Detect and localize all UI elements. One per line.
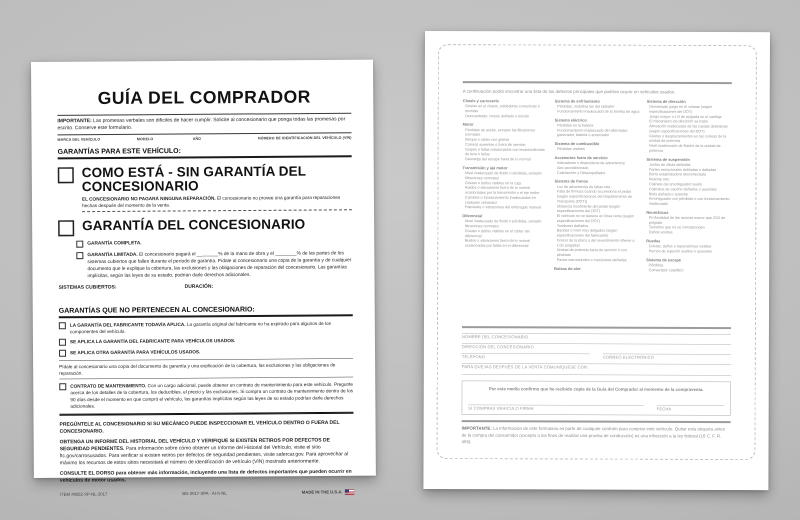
other-used-warranty-label: SE APLICA OTRA GARANTÍA PARA VEHÍCULOS USADOS. [70,348,201,356]
defect-item: Unidad de potencia fuera de servicio o con pérdidas [556,247,627,258]
defect-item: Tambores dañados [556,223,589,228]
phone-field [462,353,590,359]
defect-item: Amortiguador con pérdidas o con funcionamiento inadecuado [648,196,730,206]
defect-item: Cojinete del amortiguador suelto [648,181,703,187]
inspection-advisory: PREGÚNTELE AL CONCESIONARIO SI SU MECÁNICO PUEDE INSPECCIONAR EL VEHÍCULO DENTRO O FUERA DEL CONCESIONARIO. [59,419,340,435]
defect-item: Demasiado juego en el volante (según especificaciones del DOT) [649,104,713,114]
defect-item: Nivel inadecuado de fluidos de la unidad de potencia [649,143,721,153]
systems-covered-label: SISTEMAS CUBIERTOS: [58,284,117,291]
defect-item: Grietas o daños visibles en el cárter del diferencial [464,228,530,238]
defect-column-2 [554,99,640,327]
duration-label: DURACIÓN: [184,283,214,290]
defect-item: Convertidor catalítico [648,267,684,273]
defect-item: Profundidad de las ranuras menor que 2/32 de pulgada [648,215,726,225]
defect-item: Nivel inadecuado de fluido o pérdidas, excepto filtraciones normales [464,170,542,181]
date-label: FECHA [656,407,672,412]
dealer-address-label: DIRECCIÓN DEL CONCESIONARIO [461,344,534,350]
defect-category [554,155,639,175]
field-label-make: MARCA DEL VEHÍCULO [57,137,101,142]
back-important-text: La información de este formulario es parte de cualquier contrato para comprar este vehículo. Quitar esta etiqueta antes de la compra del consumidor (excepto a los fines de realizar una prueba de conducción) es una infracción a la ley federal (16 C. F. R. 455). [461,425,726,445]
defect-item: Calefacción y Desempañador [556,170,606,175]
defect-item: Cambios o funcionamiento inadecuados en cualquier velocidad [464,195,536,205]
defect-item: Juntas de rótula dañadas [649,162,691,167]
divider [58,155,352,159]
defect-category-heading: Neumáticos [646,210,669,215]
defect-category [555,99,640,114]
defect-category-heading: Motor [462,122,474,127]
defect-category-heading: Sistema de combustible [554,141,600,147]
back-important-label: IMPORTANTE: [461,425,492,431]
warranties-heading: GARANTÍAS PARA ESTE VEHÍCULO: [57,146,181,156]
divider [59,314,353,318]
phone-email-row [462,353,731,360]
as-is-description-bold: EL CONCESIONARIO NO PAGARÁ NINGUNA REPARACIÓN. [81,195,216,202]
defect-item: Pérdidas visibles [557,146,585,152]
footer-item-number: ITEM #9252-SP-NL-2017 [59,491,108,497]
defect-category [462,166,547,210]
defect-category [646,258,731,273]
as-is-description-text: El concesionario no provee una garantía para reparaciones hechas después del momento de la venta. [81,194,341,209]
defect-category-heading: Sistema de suspensión [646,157,690,162]
back-page-content [462,81,732,446]
defect-category [463,99,548,119]
dealer-address-field [462,343,731,350]
important-text: Las promesas verbales son difíciles de hacer cumplir. Solicite al concesionario que ponga todas las promesas por escrito. Conserve este formulario. [57,116,346,131]
back-important-note [462,425,731,446]
vehicle-fields-row [58,135,352,142]
defect-category [647,99,732,153]
defect-item: Nivel inadecuado de fluido o pérdidas, excepto filtraciones normales [464,218,542,229]
service-contract-text: Con un cargo adicional, puede obtener un contrato de mantenimiento para este vehículo. Pregunte acerca de los detalles de la cobertura, los deducibles, el precio y las exclusiones. Si compra un contrato de mantenimiento dentro de los 90 días desde el momento en que compró el vehículo, las garantías implícitas según las leyes de su estado podrían darle derechos adicionales. [70,381,354,409]
defect-item: Pérdidas de aceite, excepto las filtraciones normales [465,127,536,137]
defect-item: Bloque o cárter con grietas [465,137,510,142]
as-is-description [82,194,352,209]
footer-made-in-usa: MADE IN THE U.S.A. [302,489,354,495]
as-is-checkbox [58,167,74,183]
defect-category [554,179,639,262]
defect-item: Funcionamiento inadecuado de la bomba de agua [557,108,640,114]
defect-item: Distancia insuficiente del pedal (según especificaciones del DOT) [556,203,620,214]
signature-field [468,405,644,412]
defect-category-heading: Chasis y carrocería [462,98,499,104]
phone-label: TELÉFONO [461,354,486,360]
limited-warranty-row [76,250,352,280]
defect-category [646,239,731,254]
defect-item: Cojinetes de caucho dañados o ausentes [648,186,717,192]
defect-category-heading: Ruedas [646,238,661,244]
defect-item: Descuadrado: chasis doblado o torcido [465,113,530,119]
defect-item: Funcionamiento inadecuado del alternador, generador, batería o arrancador [557,127,629,138]
defect-category-heading: Sistema de enfriamiento [554,98,600,104]
defect-item: Biela dañada o ausente [648,191,688,197]
non-dealer-warranties-heading: GARANTÍAS QUE NO PERTENECEN AL CONCESIONARIO: [58,304,255,315]
defect-item: Grietas o daños visibles en la caja [464,180,522,186]
defect-item: Ruidos o vibraciones fuera de lo normal ocasionados por la transmisión o el eje motor [464,185,540,195]
limited-warranty-label: GARANTÍA LIMITADA. [87,251,138,258]
defect-column-3 [646,99,732,327]
acknowledgment-box [462,381,731,416]
defect-item: Ruidos o vibraciones fuera de lo normal ocasionados por fallas en el diferencial [464,238,530,248]
defect-category [646,210,731,235]
defect-item: Golpes o fallas relacionados con levantaválvulas de leva o fallas [465,146,545,157]
defect-item: Grietas, daños o reparaciones visibles [648,243,712,249]
defect-item: Juego mayor a 1/4 de pulgada en el varillaje [649,114,722,119]
defect-item: Luz de advertencia de fallas rota [556,184,611,189]
as-is-option [58,164,352,213]
important-label: IMPORTANTE: [57,118,92,124]
blank-write-in-area [59,288,353,305]
defect-item: Alineación inadecuada de las ruedas delanteras (según especificaciones del DOT) [649,123,728,134]
defect-item: Resorte roto [648,176,670,182]
defect-item: Bandas o rotor muy delgados (según especificaciones del fabricante) [556,228,618,238]
footer-form-code: BG-2017-XPA - AI-S-NL [182,490,227,496]
signature-label: SI COMPRAS VEHICULO FIRMA [468,406,534,412]
service-contract-label: CONTRATO DE MANTENIMIENTO. [70,382,147,389]
us-flag-icon [345,489,354,495]
dealer-name-field [462,333,731,340]
dealer-warranty-checkbox [58,220,74,236]
front-page-content [31,60,376,497]
defect-item: Barra estabilizadora desconectada [648,172,706,177]
defect-category-heading: Bolsas de aire [554,266,581,271]
manufacturer-warranty-text: La garantía original del fabricante no ha expirado para algunos de los componentes del vehículo. [69,320,331,335]
defect-category-heading: Diferencial [462,213,483,219]
email-field [603,354,731,360]
limited-warranty-checkbox [76,252,83,259]
manufacturer-used-warranty-checkbox [59,339,66,346]
page-title: GUÍA DEL COMPRADOR [97,87,311,109]
defect-item: Partes estructurales dobladas o dañadas [649,167,717,172]
defect-item: Correas ausentes o fuera de servicio [465,142,526,147]
history-advisory-text: Para información sobre cómo obtener un Informe del Historial del Vehículo, visite el sitio ftc.gov/carrosusados. Para verificar si existen retiros por defectos de seguridad pendientes, visite safercar.gov. Para aprovechar al máximo los recursos de estos sitios necesitará el número de identificación de vehículo (VIN) mostrado anteriormente. [59,444,349,466]
complaints-contact-field [462,363,731,370]
defect-category-heading: Sistema de dirección [646,99,686,104]
manufacturer-used-warranty-label: SE APLICA LA GARANTÍA DEL FABRICANTE PARA VEHÍCULOS USADOS. [69,337,236,345]
manufacturer-warranty-row [59,320,353,335]
full-warranty-label: GARANTÍA COMPLETA. [87,240,142,247]
field-label-vin: NÚMERO DE IDENTIFICACIÓN DEL VEHÍCULO (VIN) [258,135,352,141]
manufacturer-used-warranty-row [59,336,353,346]
defect-item: Pernos de sujeción sueltos o ausentes [648,248,713,254]
dealer-name-label: NOMBRE DEL CONCESIONARIO [461,334,529,340]
warranty-document-note: Pídale al concesionario una copia del documento de garantía y una explicación de la cobertura, las exclusiones y las obligaciones de reparación. [59,358,353,379]
defect-category [554,266,639,271]
other-used-warranty-row [59,347,353,357]
other-used-warranty-checkbox [59,350,66,357]
defect-item: Aire acondicionado [557,165,589,171]
defect-category [555,141,640,151]
defect-item: Daños visibles [648,229,673,235]
acknowledgment-text: Por este medio confirmo que he recibido copia de la Guía del Comprador al momento de la compraventa. [488,386,704,393]
signature-row [468,405,724,412]
as-is-title: COMO ESTÁ - SIN GARANTÍA DEL CONCESIONARIO [81,163,306,195]
dealer-warranty-title: GARANTÍA DEL CONCESIONARIO [82,216,306,234]
dealer-info-fields [462,333,731,380]
buyers-guide-front-page [31,60,376,497]
defect-item: Tamaños que no se corresponden [648,225,705,230]
important-note [57,116,351,132]
as-is-body [82,164,352,212]
defect-category [462,214,547,249]
defect-item: Grietas o desplazamientos en las correas de la unidad de potencia [649,133,727,144]
manufacturer-warranty-checkbox [59,322,66,329]
defect-item: Patinadas o vibraciones del embrague manual [464,204,541,210]
dashed-divider [82,209,352,212]
date-field [657,406,725,412]
full-warranty-row [76,238,352,247]
defect-category [555,118,640,138]
defect-item: Descarga del escape fuera de lo normal [465,156,531,162]
defect-item: Falta de firmeza cuando se presiona el pedal (según especificaciones del Departamento de Transporte (DOT)) [556,189,632,204]
defect-item: Grosor de la placa o del revestimiento inferior a 1/32 pulgadas [556,237,635,248]
full-warranty-checkbox [76,241,83,248]
dealer-warranty-option [58,217,352,237]
divider [462,326,731,329]
front-footer [60,489,354,497]
email-label: CORREO ELECTRÓNICO [602,355,655,361]
defect-item: El mecanismo de dirección se traba [649,118,708,124]
defect-item: Partes estructurales o mecánicas dañadas [556,257,627,263]
defect-category-heading: Sistema eléctrico [554,117,587,123]
defect-category-heading: Transmisión y eje motor [462,165,508,171]
defect-item: Pérdidas en la batería [557,122,594,128]
double-divider [59,412,353,416]
buyers-guide-back-page [423,31,770,490]
defect-item: Indicadores o dispositivos de advertencia [557,160,625,166]
complaints-contact-label: PARA QUEJAS DESPUÉS DE LA VENTA COMUNÍQUESE CON: [461,364,589,370]
defect-category [463,122,548,162]
service-contract-row [59,381,353,409]
see-back-advisory: CONSULTE EL DORSO para obtener más información, incluyendo una lista de defectos importantes que pueden ocurrir en vehículos de motor usados. [59,468,352,484]
defect-column-1 [462,99,548,327]
defect-item: Pérdidas [648,262,664,268]
defect-item: El vehículo no se detiene en línea recta (según especificaciones del DOT) [556,213,634,224]
divider [462,420,731,423]
defect-item: Pérdidas, incluidas las del radiador [557,104,615,109]
defect-category-heading: Sistema de frenos [554,179,589,184]
defect-category [646,157,731,206]
history-advisory-bold: OBTENGA UN INFORME DEL HISTORIAL DEL VEHÍCULO Y VERIFIQUE SI EXISTEN RETIROS POR DEFECTOS DE SEGURIDAD PENDIENTES. [59,437,330,452]
defects-intro: A continuación podrá encontrar una lista de los defectos principales que podrían ocurrir en vehículos usados. [462,88,676,95]
defect-columns [462,99,732,328]
field-label-year: AÑO [192,136,202,141]
divider [463,81,732,84]
defect-item: Grietas en el chasis, soldaduras correctivas o torcidas [465,103,540,114]
defect-category-heading: Sistema de escape [646,257,682,263]
write-in-line [462,374,731,375]
field-label-model: MODELO [136,136,154,142]
service-contract-checkbox [59,383,66,390]
limited-warranty-text: El concesionario pagará el ________% de la mano de obra y el ________% de las partes de los sistemas cubiertos que fallen durante el período de garantía. Pídale al concesionario una copia de la garantía y de cualquier documento que le explique la cobertura, las exclusiones y las obligaciones de reparación del concesionario. Las garantías implícitas, según las leyes de su estado, podrían darle derechos adicionales. [87,250,352,279]
history-advisory [60,437,354,467]
defect-category-heading: Accesorios fuera de servicio [554,155,608,161]
manufacturer-warranty-label: LA GARANTÍA DEL FABRICANTE TODAVÍA APLICA. [69,321,186,328]
